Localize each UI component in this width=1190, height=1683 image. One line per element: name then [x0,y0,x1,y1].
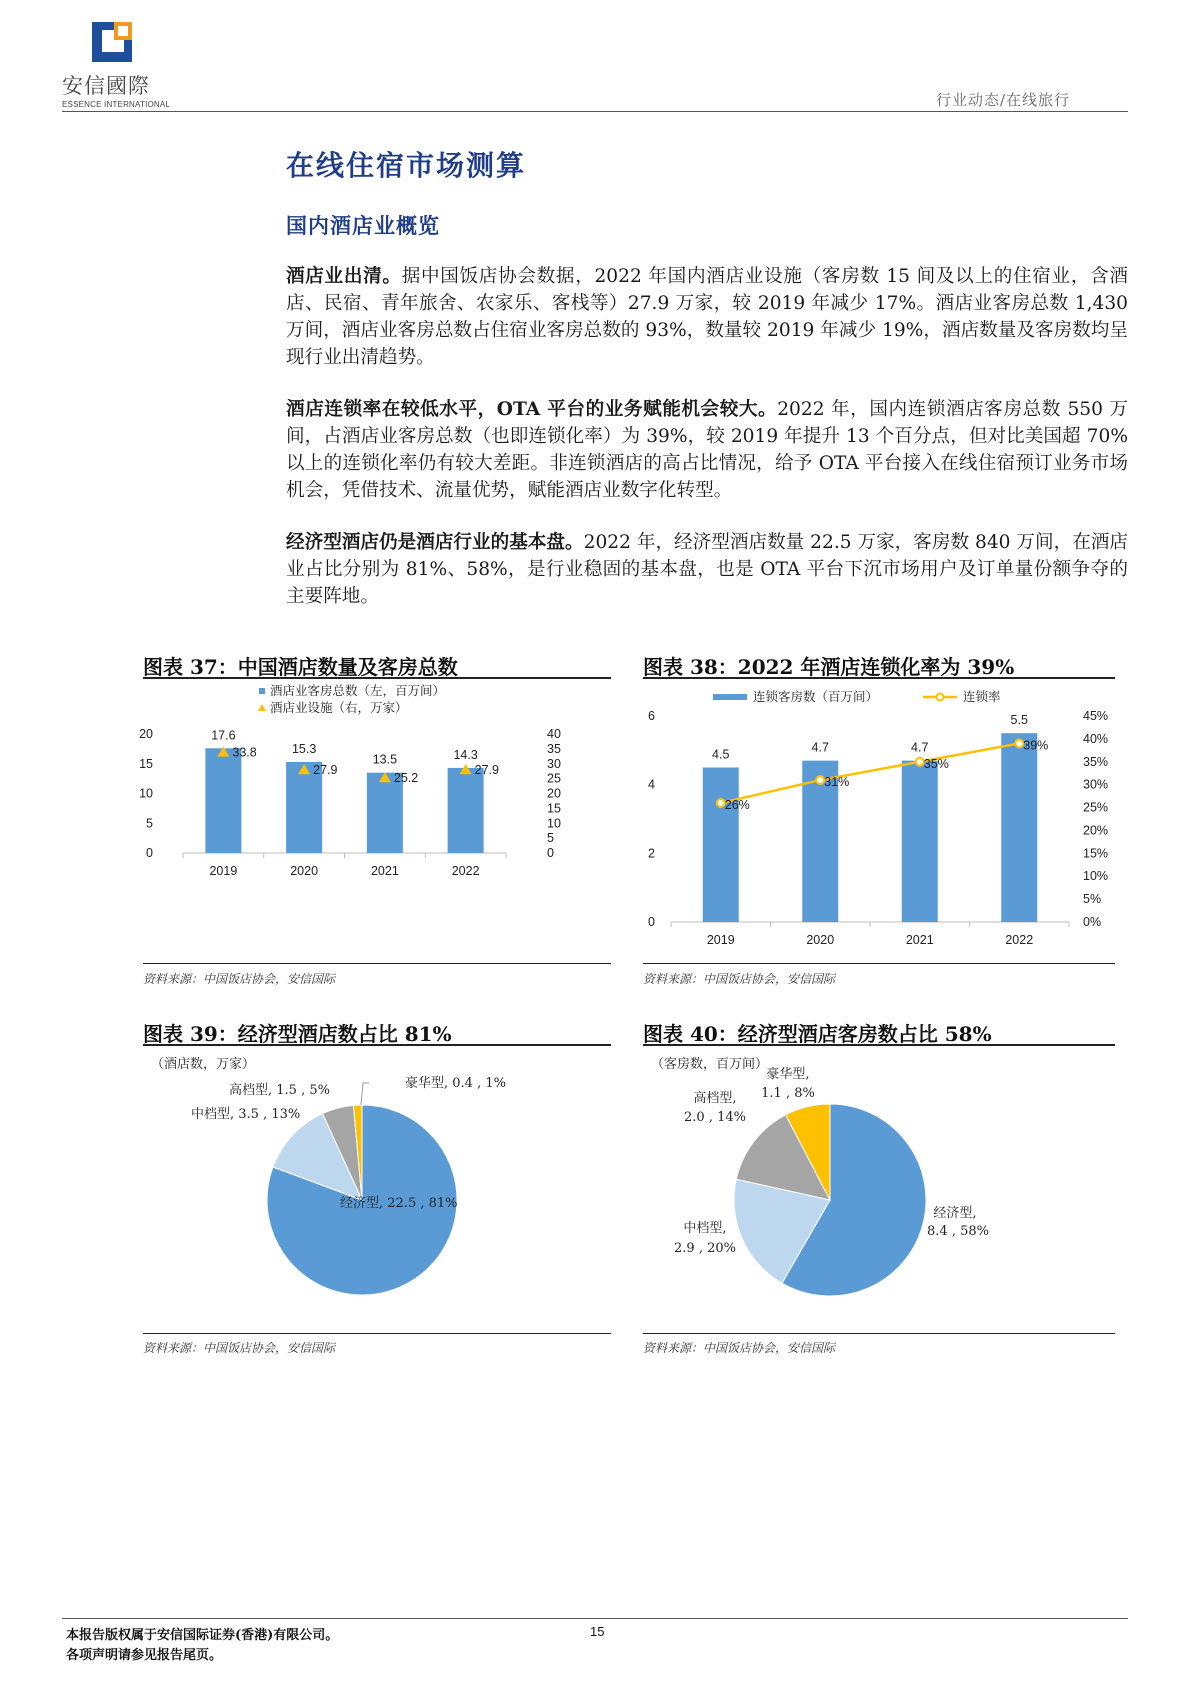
line-label: 35% [923,756,949,771]
bar-label: 5.5 [1010,713,1028,728]
paragraph-1 [286,263,1128,371]
paragraph-lead: 酒店业出清。 [286,266,402,287]
pie-label: 经济型, 22.5 , 81% [340,1196,458,1211]
chart-38-top-rule [643,677,1115,679]
line-point [1015,739,1023,747]
legend-swatch-point [937,694,944,701]
y2-tick-label: 25 [547,771,561,786]
page-title: 在线住宿市场测算 [286,149,527,182]
line-point [717,799,725,807]
series-line [721,740,1020,803]
paragraph-2 [286,396,1128,504]
y2-tick-label: 30% [1083,777,1109,792]
y2-tick-label: 45% [1083,709,1109,723]
legend-label-line: 连锁率 [963,689,1001,704]
marker-label: 25.2 [393,771,419,786]
x-tick-label: 2021 [370,864,399,878]
header-divider [62,111,1128,112]
chart-37-title: 图表 37：中国酒店数量及客房总数 [143,655,458,679]
paragraph-text: 2022 年，经济型酒店数量 22.5 万家，客房数 840 万间，在酒店业占比分别为 81%、58%，是行业稳固的基本盘，也是 OTA 平台下沉市场用户及订单量份额争夺的主要阵地。 [286,532,1128,607]
legend-swatch-bar [713,694,747,700]
y2-tick-label: 40% [1083,731,1109,746]
legend-label-bar: 连锁客房数（百万间） [753,689,879,704]
y2-tick-label: 35 [547,741,561,756]
y-tick-label: 10 [139,786,153,801]
pie-label: 豪华型, 0.4 , 1% [405,1076,506,1091]
bar [902,761,938,922]
paragraph-text: 据中国饭店协会数据，2022 年国内酒店业设施（客房数 15 间及以上的住宿业，含酒店、民宿、青年旅舍、农家乐、客栈等）27.9 万家，较 2019 年减少 17%。酒店业客房总数 1,430 万间，酒店业客房总数占住宿业客房总数的 93%，数量较 2019 年减少 19%，酒店数量及客房数均呈现行业出清趋势。 [286,266,1128,368]
pie-unit-label: （酒店数，万家） [151,1057,256,1072]
chart-37-source: 资料来源：中国饭店协会，安信国际 [143,972,336,986]
logo-subtext: ESSENCE INTERNATIONAL [62,100,171,109]
x-tick-label: 2021 [905,933,934,947]
pie-label: 2.9 , 20% [674,1241,736,1256]
pie-label: 中档型, [683,1221,727,1236]
footer-disclaimer: 各项声明请参见报告尾页。 [66,1648,223,1663]
pie-label: 1.1 , 8% [761,1086,815,1101]
y2-tick-label: 10% [1083,869,1109,884]
x-tick-label: 2019 [706,933,735,947]
y-tick-label: 0 [146,846,153,860]
y-tick-label: 5 [146,816,153,831]
bar-label: 14.3 [453,747,478,762]
bar [703,768,739,923]
section-subtitle: 国内酒店业概览 [286,213,440,238]
y-tick-label: 4 [648,777,655,792]
line-label: 39% [1023,738,1049,753]
marker-label: 33.8 [232,745,257,760]
y-tick-label: 15 [139,756,153,771]
paragraph-text: 2022 年，国内连锁酒店客房总数 550 万间，占酒店业客房总数（也即连锁化率）为 39%，较 2019 年提升 13 个百分点，但对比美国超 70%以上的连锁化率仍有较大差距。非连锁酒店的高占比情况，给予 OTA 平台接入在线住宿预订业务市场机会，凭借技术、流量优势，赋能酒店业数字化转型。 [286,399,1129,501]
y2-tick-label: 35% [1083,754,1109,769]
marker-label: 27.9 [474,762,499,777]
x-tick-label: 2019 [209,864,238,878]
y-tick-label: 0 [648,915,655,929]
chart-38 [643,680,1115,962]
chart-38-title: 图表 38：2022 年酒店连锁化率为 39% [643,655,1015,679]
paragraph-lead: 经济型酒店仍是酒店行业的基本盘。 [286,532,584,553]
pie-leader-line [361,1083,369,1105]
chart-37-top-rule [143,677,611,679]
y2-tick-label: 10 [547,816,561,831]
pie-label: 高档型, 1.5 , 5% [229,1083,330,1098]
bar [205,748,241,853]
line-point [816,776,824,784]
bar-label: 4.7 [911,740,929,755]
line-point [916,758,924,766]
chart-40-source: 资料来源：中国饭店协会，安信国际 [643,1341,836,1355]
y2-tick-label: 20% [1083,823,1109,838]
bar [1001,733,1037,922]
section-label: 行业动态/在线旅行 [935,91,1070,109]
pie-label: 豪华型, [766,1067,810,1082]
pie-label: 中档型, 3.5 , 13% [191,1107,301,1122]
x-tick-label: 2022 [1005,933,1034,947]
pie-unit-label: （客房数，百万间） [651,1057,769,1072]
y2-tick-label: 30 [547,756,561,771]
legend-label-marker: 酒店业设施（右，万家） [270,700,408,715]
footer-copyright: 本报告版权属于安信国际证券(香港)有限公司。 [66,1628,339,1643]
y-tick-label: 20 [139,727,153,741]
logo-icon [92,22,132,62]
x-tick-label: 2022 [451,864,480,878]
chart-39-source: 资料来源：中国饭店协会，安信国际 [143,1341,336,1355]
pie-label: 2.0 , 14% [684,1110,746,1125]
line-label: 31% [824,775,850,790]
y2-tick-label: 0 [547,846,554,860]
bar-label: 4.7 [811,740,829,755]
bar-label: 15.3 [291,741,317,756]
bar [448,768,484,853]
legend-swatch-bar [259,688,265,694]
y2-tick-label: 5% [1083,892,1102,907]
bar-label: 4.5 [712,747,730,762]
marker-label: 27.9 [313,762,338,777]
chart-38-source: 资料来源：中国饭店协会，安信国际 [643,972,836,986]
y2-tick-label: 0% [1083,915,1102,929]
legend-swatch-marker [258,704,266,711]
logo-text: 安信國際 [62,74,150,98]
x-tick-label: 2020 [806,933,835,947]
y2-tick-label: 15% [1083,846,1109,861]
pie-label: 高档型, [693,1091,737,1106]
chart-39-bottom-rule [143,1333,611,1334]
page-number: 15 [590,1624,605,1639]
chart-37-bottom-rule [143,963,611,964]
chart-40-title: 图表 40：经济型酒店客房数占比 58% [643,1022,992,1046]
paragraph-3 [286,529,1128,610]
chart-40 [643,1046,1115,1332]
line-label: 26% [724,797,750,812]
chart-37 [139,680,611,962]
bar-label: 13.5 [372,752,398,767]
chart-40-bottom-rule [643,1333,1115,1334]
y2-tick-label: 15 [547,801,561,816]
y2-tick-label: 5 [547,831,554,846]
y2-tick-label: 25% [1083,800,1109,815]
paragraph-lead: 酒店连锁率在较低水平，OTA 平台的业务赋能机会较大。 [286,399,778,420]
x-tick-label: 2020 [290,864,319,878]
footer-divider [62,1618,1128,1619]
y2-tick-label: 20 [547,786,561,801]
chart-38-bottom-rule [643,963,1115,964]
pie-label: 8.4 , 58% [927,1224,989,1239]
legend-label-bar: 酒店业客房总数（左，百万间） [270,683,446,698]
chart-39 [143,1046,611,1332]
y-tick-label: 2 [648,846,655,861]
y2-tick-label: 40 [547,727,561,741]
y-tick-label: 6 [648,709,655,723]
bar-label: 17.6 [211,728,236,743]
chart-39-title: 图表 39：经济型酒店数占比 81% [143,1022,452,1046]
pie-label: 经济型, [933,1206,977,1221]
